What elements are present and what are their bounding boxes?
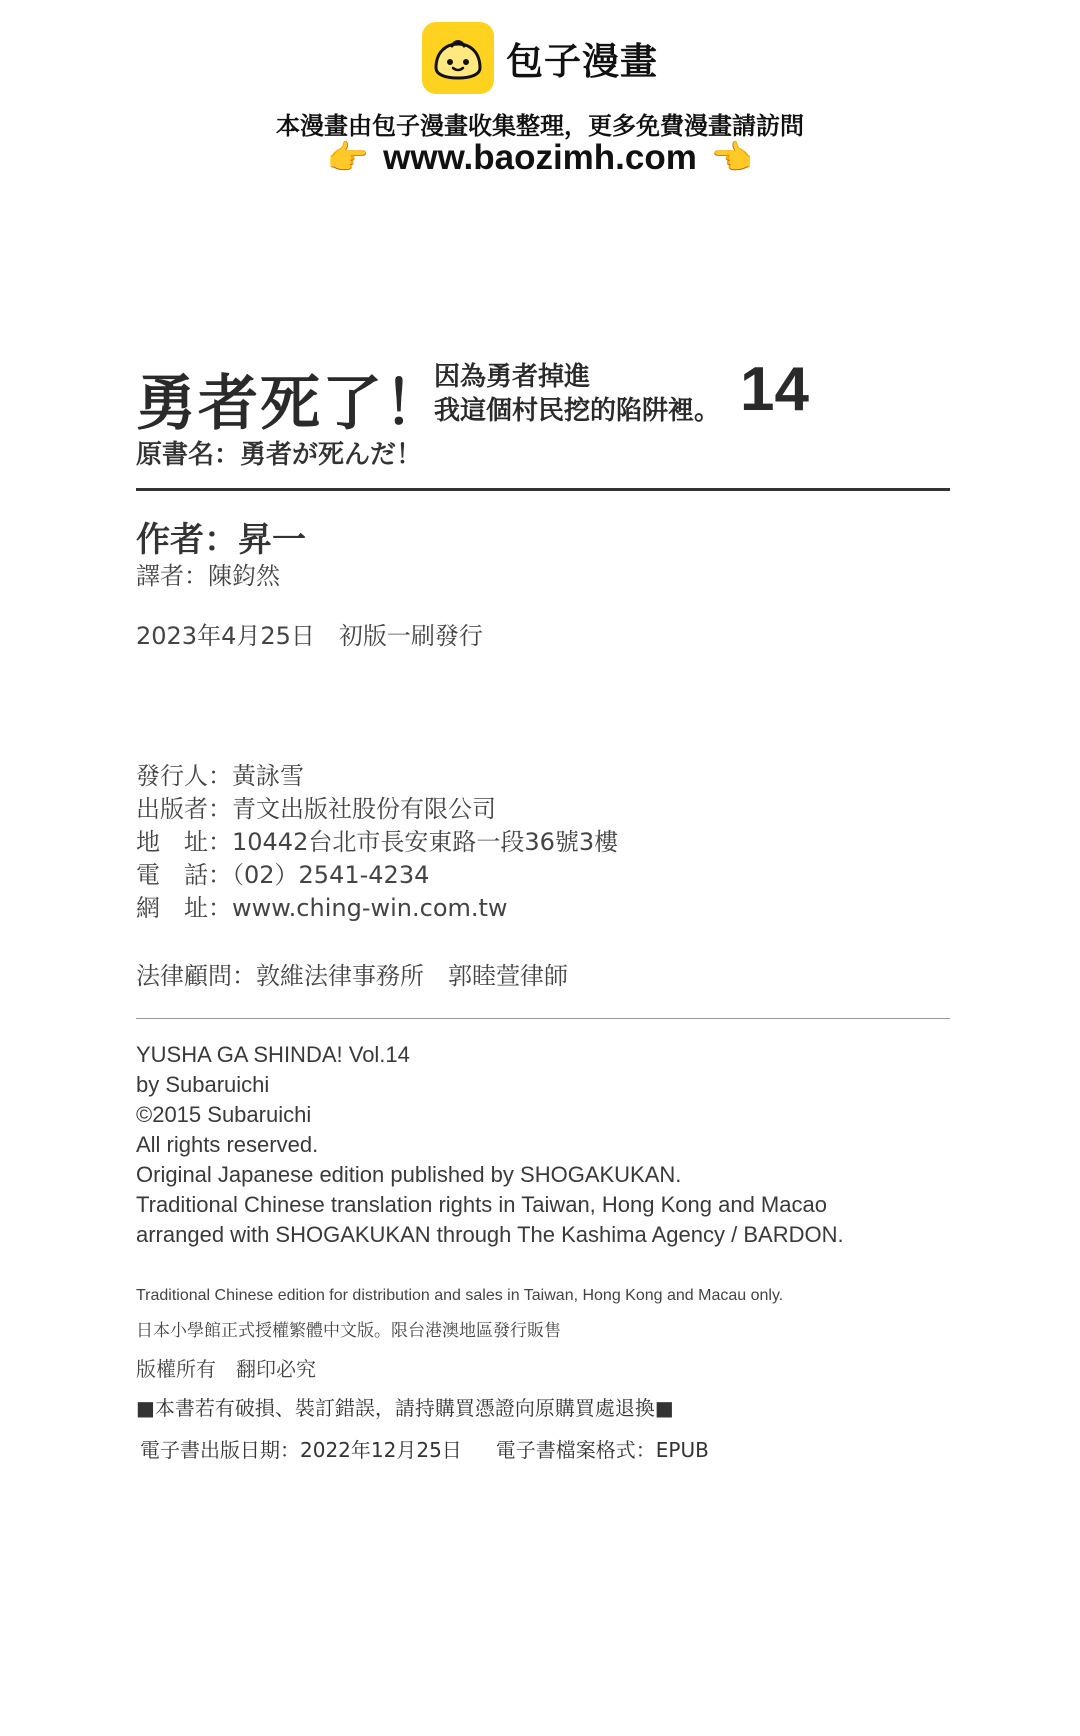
distribution-note-en: Traditional Chinese edition for distribution and sales in Taiwan, Hong Kong and Macau only. <box>136 1287 784 1304</box>
book-title: 勇者死了！ <box>136 369 446 439</box>
site-url-link[interactable]: www.baozimh.com <box>383 138 697 177</box>
ebook-info <box>140 1434 709 1463</box>
volume-number: 14 <box>740 355 809 424</box>
pointing-hand-right-icon: 👉 <box>326 138 370 178</box>
brand-name: 包子漫畫 <box>506 40 658 83</box>
divider-thin <box>136 1018 950 1019</box>
book-subtitle-line-1: 因為勇者掉進 <box>434 362 591 392</box>
rights-line: All rights reserved. <box>136 1132 319 1157</box>
author: 作者：昇一 <box>136 520 306 560</box>
publisher-info <box>136 760 618 925</box>
distribution-note-zh: 日本小學館正式授權繁體中文版。限台港澳地區發行販售 <box>136 1321 561 1341</box>
baozi-mascot-icon <box>422 22 494 94</box>
rights-block <box>136 1040 844 1250</box>
publisher-row-publisher: 出版者：青文出版社股份有限公司 <box>136 795 496 823</box>
publication-date: 2023年4月25日 初版一刷發行 <box>136 622 483 650</box>
publisher-row-phone: 電 話：（02）2541-4234 <box>136 861 430 889</box>
original-title: 原書名：勇者が死んだ！ <box>136 440 423 470</box>
legal-advisor: 法律顧問：敦維法律事務所 郭睦萱律師 <box>136 962 568 990</box>
rights-line: YUSHA GA SHINDA! Vol.14 <box>136 1042 410 1067</box>
ebook-format: 電子書檔案格式：EPUB <box>495 1438 709 1462</box>
book-subtitle-line-2: 我這個村民挖的陷阱裡。 <box>434 396 721 426</box>
rights-line: ©2015 Subaruichi <box>136 1102 312 1127</box>
translator: 譯者：陳鈞然 <box>136 562 280 590</box>
return-policy-note: ■本書若有破損、裝訂錯誤，請持購買憑證向原購買處退換■ <box>136 1396 674 1420</box>
promo-url-row <box>0 138 1080 178</box>
promo-text: 本漫畫由包子漫畫收集整理，更多免費漫畫請訪問 <box>276 112 804 140</box>
pointing-hand-left-icon: 👈 <box>710 138 754 178</box>
rights-line: by Subaruichi <box>136 1072 270 1097</box>
ebook-date: 電子書出版日期：2022年12月25日 <box>140 1438 462 1462</box>
divider-thick <box>136 488 950 491</box>
book-subtitle <box>434 360 720 428</box>
brand-header <box>0 22 1080 94</box>
rights-line: Original Japanese edition published by SHOGAKUKAN. <box>136 1162 682 1187</box>
rights-line: Traditional Chinese translation rights in Taiwan, Hong Kong and Macao <box>136 1192 827 1217</box>
copyright-reserved: 版權所有 翻印必究 <box>136 1357 316 1381</box>
rights-line: arranged with SHOGAKUKAN through The Kashima Agency / BARDON. <box>136 1222 844 1247</box>
publisher-row-address: 地 址：10442台北市長安東路一段36號3樓 <box>136 828 619 856</box>
publisher-row-website: 網 址：www.ching-win.com.tw <box>136 894 508 922</box>
publisher-row-issuer: 發行人：黃詠雪 <box>136 762 304 790</box>
